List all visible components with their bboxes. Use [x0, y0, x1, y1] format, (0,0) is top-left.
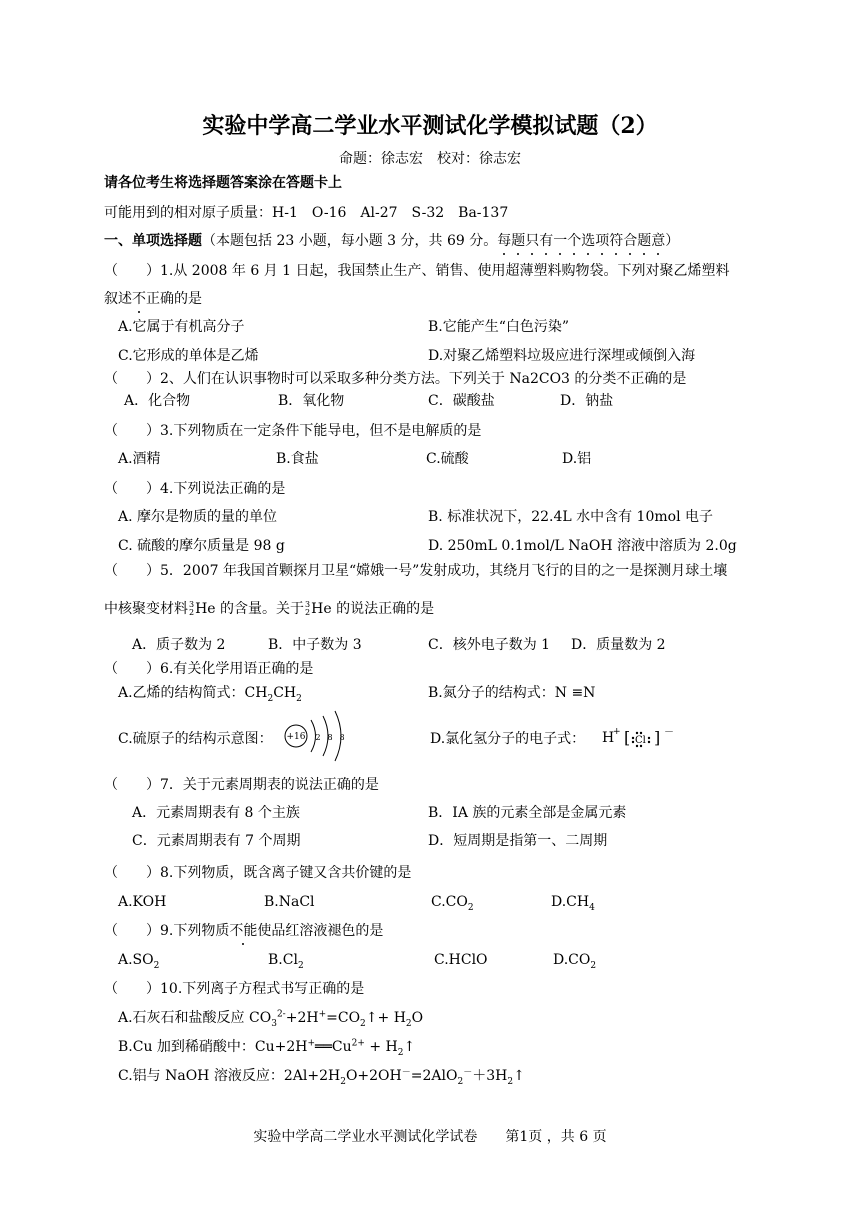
q7-option-a: A．元素周期表有 8 个主族	[132, 805, 300, 821]
helium-3-isotope: 3 2	[305, 600, 311, 617]
q3-option-b: B.食盐	[276, 451, 319, 467]
svg-text:]: ]	[654, 728, 661, 747]
q4-option-d: D. 250mL 0.1mol/L NaOH 溶液中溶质为 2.0g	[428, 538, 737, 554]
emphasis-char: 只	[525, 233, 540, 249]
emphasis-char: 合	[623, 233, 638, 249]
hcl-electron-formula	[600, 722, 690, 752]
q7-option-c: C．元素周期表有 7 个周期	[132, 833, 301, 849]
q8-option-c: $C.CO_2$	[431, 894, 474, 913]
section-heading	[104, 232, 679, 250]
question-5-stem: （ ）5．2007 年我国首颗探月卫星“嫦娥一号”发射成功，其绕月飞行的目的之一是探测月球土壤	[104, 563, 728, 579]
instruction: 请各位考生将选择题答案涂在答题卡上	[104, 175, 342, 191]
question-4-stem: （ ）4.下列说法正确的是	[104, 481, 286, 497]
question-5-stem-cont: 中核聚变材料 3 2 He 的含量。关于 3 2 He 的说法正确的是	[104, 600, 435, 617]
question-7-stem: （ ）7．关于元素周期表的说法正确的是	[104, 777, 379, 793]
shell-1-count: 2	[315, 733, 321, 742]
q5-option-d: D．质量数为 2	[571, 637, 666, 653]
emphasis-char: 一	[553, 233, 568, 249]
q6-option-a: A.乙烯的结构简式：$CH_2CH_2$	[118, 685, 302, 704]
q4-option-a: A. 摩尔是物质的量的单位	[118, 509, 278, 525]
q2-option-a: A．化合物	[124, 393, 191, 409]
emphasis-char: 个	[567, 233, 582, 249]
emphasis-char: 意	[651, 233, 666, 249]
authors-line: 命题：徐志宏 校对：徐志宏	[339, 151, 521, 167]
answer-blank[interactable]: （ ）	[104, 777, 160, 793]
q10-option-a: A.石灰石和盐酸反应 $CO_3^{2-}+2H^+=CO_2↑+ H_2O$	[118, 1009, 424, 1029]
answer-blank[interactable]: （ ）	[104, 563, 160, 579]
emphasis-char: 选	[581, 233, 596, 249]
q10-option-c: C.铝与 NaOH 溶液反应：$2Al+2H_2O+2OH^-=2AlO_2^-+3H_2↑$	[118, 1067, 525, 1087]
chlorine-symbol: Cl	[635, 735, 646, 746]
section-desc: （本题包括 23 小题，每小题 3 分，共 69 分。	[202, 233, 498, 249]
emphasis-char: 项	[595, 233, 610, 249]
question-2-stem: （ ）2、人们在认识事物时可以采取多种分类方法。下列关于 Na2CO3 的分类不正确的是	[104, 371, 687, 387]
q6-option-b: B.氮分子的结构式：N ≡N	[428, 685, 596, 701]
q3-option-a: A.酒精	[118, 451, 161, 467]
q7-option-b: B．ⅠA 族的元素全部是金属元素	[428, 805, 627, 821]
emphasis-char: 有	[539, 233, 554, 249]
q2-option-b: B．氧化物	[278, 393, 345, 409]
question-3-stem: （ ）3.下列物质在一定条件下能导电，但不是电解质的是	[104, 423, 482, 439]
q4-option-c: C. 硫酸的摩尔质量是 98 g	[118, 538, 285, 554]
q5-option-c: C．核外电子数为 1	[428, 637, 551, 653]
question-1-stem-cont: 叙述不正确的是	[104, 291, 202, 307]
page-title: 实验中学高二学业水平测试化学模拟试题（2）	[202, 113, 658, 139]
emphasis-char: 符	[609, 233, 624, 249]
question-8-stem: （ ）8.下列物质，既含离子键又含共价键的是	[104, 865, 412, 881]
q1-option-a: A.它属于有机高分子	[118, 319, 245, 335]
question-10-stem: （ ）10.下列离子方程式书写正确的是	[104, 981, 365, 997]
q2-option-c: C．碳酸盐	[428, 393, 495, 409]
question-6-stem: （ ）6.有关化学用语正确的是	[104, 661, 314, 677]
emphasis-char: 题	[637, 233, 652, 249]
q5-option-b: B．中子数为 3	[268, 637, 362, 653]
emphasis-char: 题	[511, 233, 526, 249]
section-title: 一、单项选择题	[104, 233, 202, 249]
q7-option-d: D．短周期是指第一、二周期	[428, 833, 608, 849]
plus-charge: +	[613, 727, 621, 737]
answer-blank[interactable]: （ ）	[104, 661, 160, 677]
q1-option-c: C.它形成的单体是乙烯	[118, 348, 259, 364]
answer-blank[interactable]: （ ）	[104, 481, 160, 497]
q8-option-b: B.NaCl	[264, 894, 315, 910]
answer-blank[interactable]: （ ）	[104, 865, 160, 881]
question-1-stem: （ ）1.从 2008 年 6 月 1 日起，我国禁止生产、销售、使用超薄塑料购物袋。下列对聚乙烯塑料	[104, 263, 730, 279]
sulfur-atom-diagram	[280, 706, 360, 766]
emphasis-char: 每	[497, 233, 512, 249]
q6-option-c: C.硫原子的结构示意图：	[118, 731, 273, 747]
minus-charge: －	[664, 727, 674, 738]
emphasis-cannot: 不能	[229, 923, 258, 939]
q4-option-b: B. 标准状况下，22.4L 水中含有 10mol 电子	[428, 509, 714, 525]
q10-option-b: B.Cu 加到稀硝酸中：$Cu+2H^+══Cu^{2+}$ + $H_2↑$	[118, 1038, 416, 1058]
shell-2-count: 8	[327, 733, 333, 742]
question-9-stem: （ ）9.下列物质不能使品红溶液褪色的是	[104, 923, 384, 939]
nucleus-label: +16	[286, 732, 306, 742]
section-desc-end: ）	[665, 233, 680, 249]
answer-blank[interactable]: （ ）	[104, 263, 160, 279]
helium-3-isotope: 3 2	[189, 600, 195, 617]
q5-option-a: A．质子数为 2	[132, 637, 226, 653]
answer-blank[interactable]: （ ）	[104, 923, 160, 939]
q3-option-c: C.硫酸	[426, 451, 469, 467]
q3-option-d: D.铝	[562, 451, 592, 467]
q9-option-c: C.HClO	[434, 952, 488, 968]
q2-option-d: D．钠盐	[560, 393, 614, 409]
q8-option-a: A.KOH	[118, 894, 167, 910]
q9-option-a: $A.SO_2$	[118, 952, 160, 971]
q1-option-b: B.它能产生“白色污染”	[428, 319, 570, 335]
svg-text:[: [	[624, 728, 631, 747]
emphasis-not: 不	[132, 291, 146, 307]
q9-option-d: $D.CO_2$	[553, 952, 597, 971]
answer-blank[interactable]: （ ）	[104, 423, 160, 439]
q6-option-d: D.氯化氢分子的电子式：	[430, 731, 586, 747]
section-desc-emphasis	[497, 233, 665, 249]
atomic-masses: 可能用到的相对原子质量：H-1 O-16 Al-27 S-32 Ba-137	[104, 205, 509, 221]
q9-option-b: $B.Cl_2$	[268, 952, 304, 971]
q1-option-d: D.对聚乙烯塑料垃圾应进行深埋或倾倒入海	[428, 348, 696, 364]
q8-option-d: $D.CH_4$	[551, 894, 595, 913]
page-footer: 实验中学高二学业水平测试化学试卷 第1页 ，共 6 页	[253, 1129, 607, 1145]
shell-3-count: 8	[339, 733, 345, 742]
answer-blank[interactable]: （ ）	[104, 371, 160, 387]
answer-blank[interactable]: （ ）	[104, 981, 160, 997]
hydrogen-symbol: H	[602, 730, 615, 746]
